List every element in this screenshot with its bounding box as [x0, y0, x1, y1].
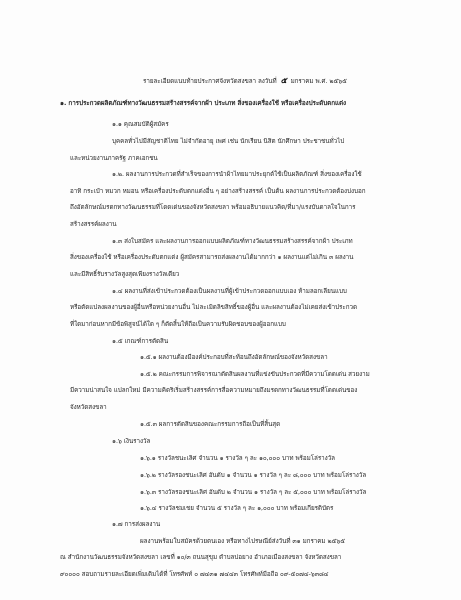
clause-1-7: ๑.๗ การส่งผลงาน — [112, 521, 161, 528]
clause-1-5-2-text-b: มีความน่าสนใจ แปลกใหม่ มีความคิดริเริ่มสร้างสรรค์การสื่อความหมายถึงมรดกทางวัฒนธรรมที่โดดเด่นของ — [70, 387, 358, 394]
prize-second: ๑.๖.๒ รางวัลรองชนะเลิศ อันดับ ๑ จำนวน ๑ รางวัล ๆ ละ ๘,๐๐๐ บาท พร้อมโล่รางวัล — [140, 472, 367, 479]
clause-1-3-text-a: ๑.๓ ส่งใบสมัคร และผลงานการออกแบบผลิตภัณฑ์ทางวัฒนธรรมสร้างสรรค์จากผ้า ประเภท — [112, 238, 353, 245]
clause-1-5-3: ๑.๕.๓ ผลการตัดสินของคณะกรรมการถือเป็นที่สิ้นสุด — [140, 421, 281, 428]
header-text-before: รายละเอียดแนบท้ายประกาศจังหวัดสงขลา ลงวันที่ — [143, 78, 277, 85]
clause-1-4-text-b: หรือตัดแปลงผลงานของผู้อื่นหรือหน่วยงานอื่น ไม่ละเมิดลิขสิทธิ์ของผู้อื่น และผลงานต้องไม่เคยส่งเข้าประกวด — [70, 304, 358, 311]
clause-1-2-text-d: สร้างสรรค์ผลงาน — [70, 221, 117, 228]
clause-1-1-text-b: และหน่วยงานภาครัฐ ภาคเอกชน — [70, 155, 158, 162]
prize-honorable: ๑.๖.๔ รางวัลชมเชย จำนวน ๕ รางวัล ๆ ละ ๑,๐๐๐ บาท พร้อมเกียรติบัตร — [140, 505, 334, 512]
clause-1-1-text-a: บุคคลทั่วไปมีสัญชาติไทย ไม่จำกัดอายุ เพศ เช่น นักเรียน นิสิต นักศึกษา ประชาชนทั่วไป — [112, 138, 345, 145]
section-title: ๑. การประกวดผลิตภัณฑ์ทางวัฒนธรรมสร้างสรรค์จากผ้า ประเภท สิ่งของเครื่องใช้ หรือเครื่องประดับตกแต่ง — [60, 100, 347, 107]
clause-1-7-text-a: ผลงานพร้อมใบสมัครด้วยตนเอง หรือทางไปรษณีย์ส่งวันที่ ๓๑ มกราคม ๒๕๖๕ — [140, 538, 345, 545]
clause-1-3-text-c: และมีสิทธิ์รับรางวัลสูงสุดเพียงรางวัลเดียว — [70, 271, 180, 278]
clause-1-5: ๑.๕ เกณฑ์การตัดสิน — [112, 338, 169, 345]
clause-1-5-2-text-c: จังหวัดสงขลา — [70, 404, 107, 411]
document-header — [143, 77, 347, 86]
clause-1-5-2-text-a: ๑.๕.๒ คณะกรรมการพิจารณาตัดสินผลงานที่แข่งขันประกวดที่มีความโดดเด่น สวยงาม — [140, 371, 370, 378]
header-day-handwritten: ๕ — [280, 76, 287, 85]
clause-1-3-text-b: สิ่งของเครื่องใช้ หรือเครื่องประดับตกแต่ง ผู้สมัครสามารถส่งผลงานได้มากกว่า ๑ ผลงานแต่ไม่เกิน ๓ ผลงาน — [70, 254, 354, 261]
prize-first: ๑.๖.๑ รางวัลชนะเลิศ จำนวน ๑ รางวัล ๆ ละ ๑๐,๐๐๐ บาท พร้อมโล่รางวัล — [140, 455, 335, 462]
clause-1-1: ๑.๑ คุณสมบัติผู้สมัคร — [112, 121, 169, 128]
prize-third: ๑.๖.๓ รางวัลรองชนะเลิศ อันดับ ๒ จำนวน ๑ รางวัล ๆ ละ ๕,๐๐๐ บาท พร้อมโล่รางวัล — [140, 489, 367, 496]
clause-1-2-text-c: ถึงอัตลักษณ์มรดกทางวัฒนธรรมที่โดดเด่นของจังหวัดสงขลา พร้อมอธิบายแนวคิด/ที่มา/แรงบันดาลใจในการ — [70, 204, 356, 211]
clause-1-2-text-b: อาทิ กระเป๋า หมวก หมอน หรือเครื่องประดับตกแต่งอื่น ๆ อย่างสร้างสรรค์ เป็นต้น ผลงานการประกวดต้องบ่งบอก — [70, 188, 366, 195]
clause-1-6: ๑.๖ เงินรางวัล — [112, 438, 151, 445]
header-text-after: มกราคม พ.ศ. ๒๕๖๕ — [290, 78, 347, 85]
clause-1-4-text-c: ที่ใดมาก่อนหากมีข้อพิสูจน์ได้ใด ๆ ก็ตัดสิ้นให้ถือเป็นความรับผิดชอบของผู้ออกแบบ — [70, 321, 286, 328]
clause-1-4-text-a: ๑.๔ ผลงานที่ส่งเข้าประกวดต้องเป็นผลงานที่ผู้เข้าประกวดออกแบบเอง ห้ามลอกเลียนแบบ — [112, 288, 347, 295]
clause-1-7-text-b: ณ สำนักงานวัฒนธรรมจังหวัดสงขลา เลขที่ ๑๐/๓ ถนนสุขุม ตำบลบ่อยาง อำเภอเมืองสงขลา จังหวัดสงขลา — [60, 554, 342, 561]
clause-1-7-text-c: ๙๐๐๐๐ สอบถามรายละเอียดเพิ่มเติมได้ที่ โทรศัพท์ ๐ ๗๔๓๑ ๗๔๔๓ โทรศัพท์มือถือ ๐๙-๕๐๗๔-๖๓๘๔ — [60, 571, 329, 578]
clause-1-2-text-a: ๑.๒. ผลงานการประกวดที่สำเร็จของการนำผ้าไทยมาประยุกต์ใช้เป็นผลิตภัณฑ์ สิ่งของเครื่องใช้ — [112, 171, 362, 178]
clause-1-5-1: ๑.๕.๑ ผลงานต้องมีองค์ประกอบที่สะท้อนถึงอัตลักษณ์ของจังหวัดสงขลา — [140, 354, 328, 361]
